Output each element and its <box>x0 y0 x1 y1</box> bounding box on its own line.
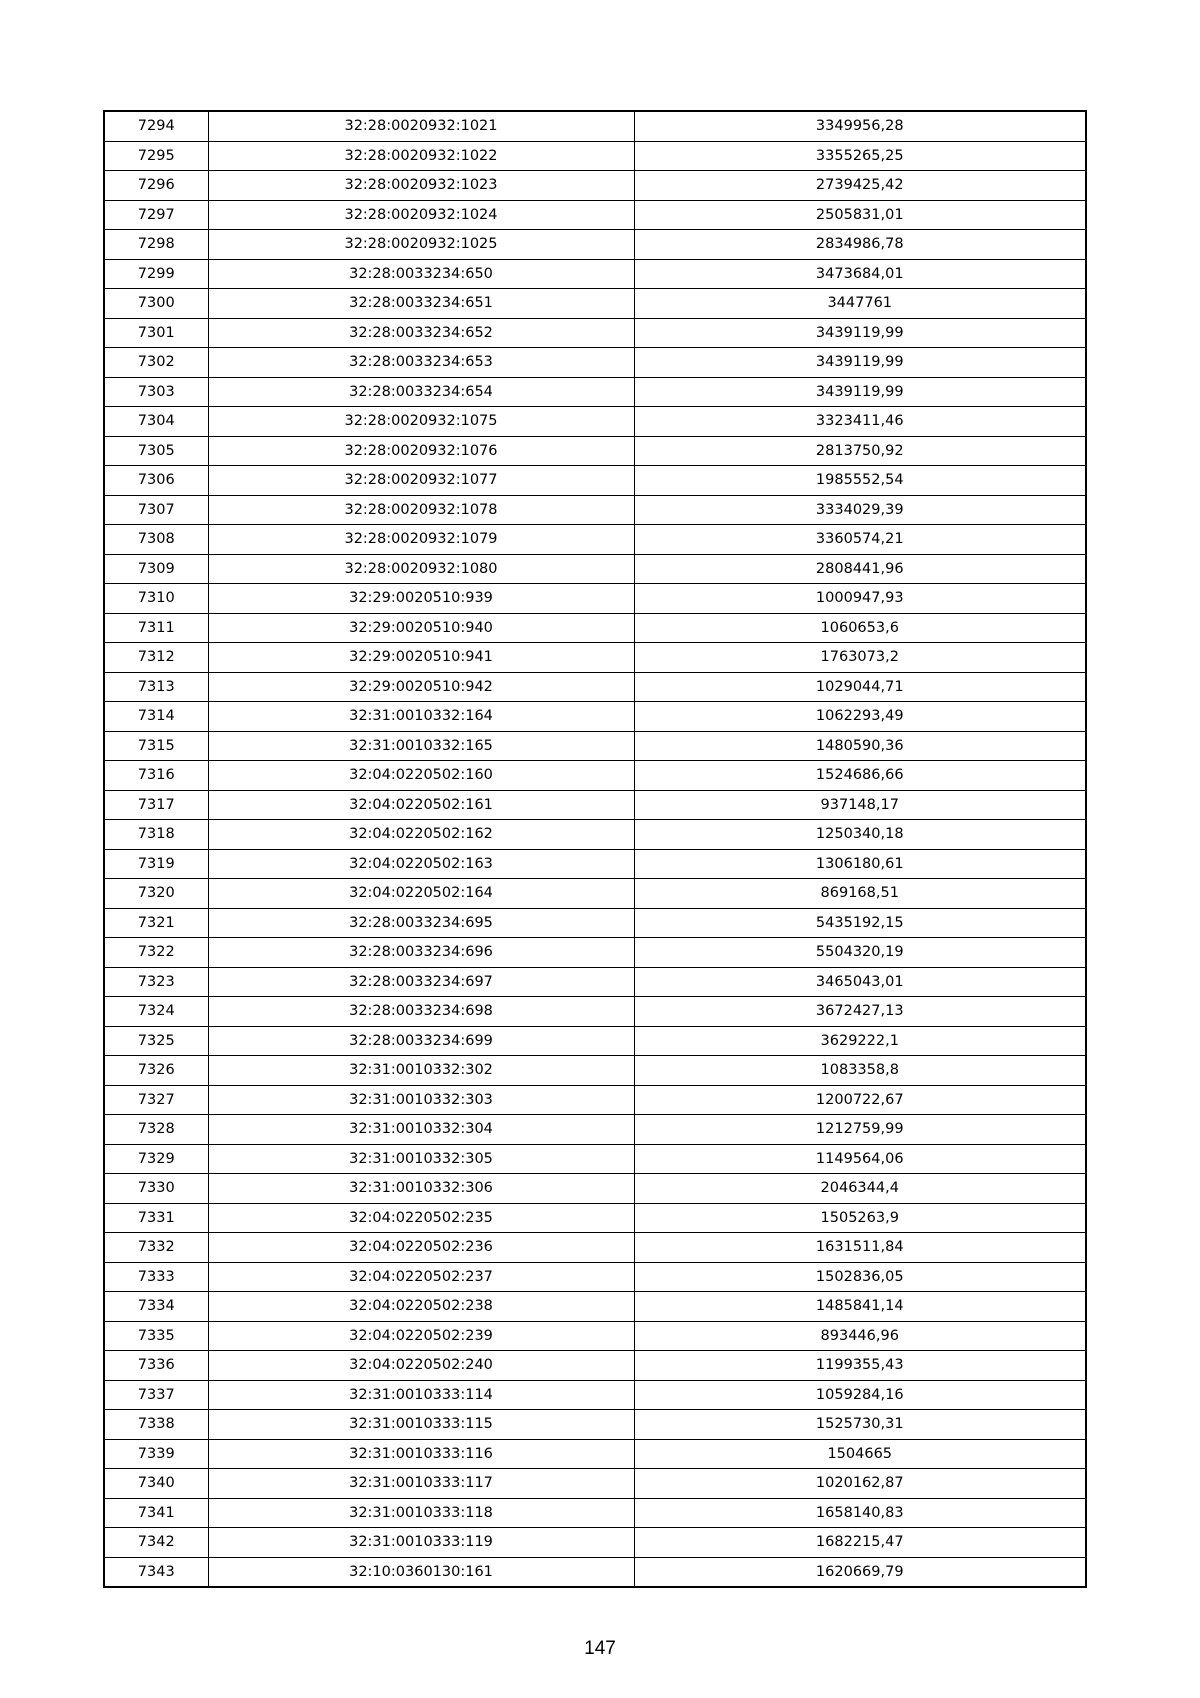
cadastral-number-cell: 32:04:0220502:238 <box>208 1292 634 1322</box>
row-number-cell: 7318 <box>104 820 208 850</box>
table-row <box>104 200 1086 230</box>
row-number-cell: 7337 <box>104 1380 208 1410</box>
cadastral-number-cell: 32:10:0360130:161 <box>208 1557 634 1587</box>
cadastral-number-cell: 32:28:0020932:1078 <box>208 495 634 525</box>
row-number-cell: 7304 <box>104 407 208 437</box>
value-cell: 3473684,01 <box>634 259 1086 289</box>
value-cell: 893446,96 <box>634 1321 1086 1351</box>
row-number-cell: 7321 <box>104 908 208 938</box>
value-cell: 3439119,99 <box>634 318 1086 348</box>
value-cell: 1525730,31 <box>634 1410 1086 1440</box>
row-number-cell: 7322 <box>104 938 208 968</box>
value-cell: 3334029,39 <box>634 495 1086 525</box>
table-row <box>104 584 1086 614</box>
table-row <box>104 613 1086 643</box>
cadastral-number-cell: 32:28:0033234:652 <box>208 318 634 348</box>
cadastral-number-cell: 32:28:0033234:697 <box>208 967 634 997</box>
value-cell: 2834986,78 <box>634 230 1086 260</box>
table-row <box>104 318 1086 348</box>
cadastral-number-cell: 32:31:0010332:165 <box>208 731 634 761</box>
table-row <box>104 348 1086 378</box>
table-row <box>104 790 1086 820</box>
table-row <box>104 1410 1086 1440</box>
cadastral-number-cell: 32:31:0010332:306 <box>208 1174 634 1204</box>
table-row <box>104 643 1086 673</box>
cadastral-number-cell: 32:04:0220502:161 <box>208 790 634 820</box>
table-row <box>104 259 1086 289</box>
value-cell: 1200722,67 <box>634 1085 1086 1115</box>
table-row <box>104 1115 1086 1145</box>
table-row <box>104 672 1086 702</box>
value-cell: 1485841,14 <box>634 1292 1086 1322</box>
table-row <box>104 466 1086 496</box>
value-cell: 1060653,6 <box>634 613 1086 643</box>
cadastral-number-cell: 32:31:0010333:115 <box>208 1410 634 1440</box>
cadastral-number-cell: 32:31:0010333:116 <box>208 1439 634 1469</box>
cadastral-number-cell: 32:31:0010332:164 <box>208 702 634 732</box>
table-row <box>104 171 1086 201</box>
row-number-cell: 7330 <box>104 1174 208 1204</box>
cadastral-value-table <box>103 110 1087 1588</box>
value-cell: 869168,51 <box>634 879 1086 909</box>
cadastral-number-cell: 32:31:0010332:304 <box>208 1115 634 1145</box>
row-number-cell: 7298 <box>104 230 208 260</box>
cadastral-number-cell: 32:28:0020932:1080 <box>208 554 634 584</box>
row-number-cell: 7301 <box>104 318 208 348</box>
cadastral-number-cell: 32:04:0220502:239 <box>208 1321 634 1351</box>
table-row <box>104 938 1086 968</box>
table-row <box>104 1174 1086 1204</box>
cadastral-number-cell: 32:04:0220502:164 <box>208 879 634 909</box>
table-row <box>104 230 1086 260</box>
row-number-cell: 7314 <box>104 702 208 732</box>
cadastral-number-cell: 32:31:0010333:114 <box>208 1380 634 1410</box>
value-cell: 2046344,4 <box>634 1174 1086 1204</box>
table-row <box>104 1203 1086 1233</box>
cadastral-number-cell: 32:28:0020932:1079 <box>208 525 634 555</box>
row-number-cell: 7294 <box>104 111 208 141</box>
row-number-cell: 7296 <box>104 171 208 201</box>
row-number-cell: 7303 <box>104 377 208 407</box>
cadastral-number-cell: 32:28:0020932:1023 <box>208 171 634 201</box>
page-number: 147 <box>584 1638 616 1659</box>
value-cell: 1620669,79 <box>634 1557 1086 1587</box>
table-row <box>104 761 1086 791</box>
value-cell: 1306180,61 <box>634 849 1086 879</box>
table-row <box>104 1056 1086 1086</box>
cadastral-number-cell: 32:28:0020932:1025 <box>208 230 634 260</box>
value-cell: 2813750,92 <box>634 436 1086 466</box>
cadastral-number-cell: 32:28:0033234:650 <box>208 259 634 289</box>
row-number-cell: 7317 <box>104 790 208 820</box>
cadastral-number-cell: 32:04:0220502:162 <box>208 820 634 850</box>
value-cell: 1763073,2 <box>634 643 1086 673</box>
value-cell: 3447761 <box>634 289 1086 319</box>
row-number-cell: 7334 <box>104 1292 208 1322</box>
row-number-cell: 7335 <box>104 1321 208 1351</box>
row-number-cell: 7302 <box>104 348 208 378</box>
row-number-cell: 7338 <box>104 1410 208 1440</box>
row-number-cell: 7313 <box>104 672 208 702</box>
value-cell: 3439119,99 <box>634 377 1086 407</box>
table-row <box>104 849 1086 879</box>
value-cell: 5504320,19 <box>634 938 1086 968</box>
cadastral-number-cell: 32:28:0020932:1077 <box>208 466 634 496</box>
table-row <box>104 407 1086 437</box>
table-row <box>104 1469 1086 1499</box>
table-row <box>104 111 1086 141</box>
cadastral-number-cell: 32:04:0220502:163 <box>208 849 634 879</box>
row-number-cell: 7315 <box>104 731 208 761</box>
value-cell: 937148,17 <box>634 790 1086 820</box>
value-cell: 1524686,66 <box>634 761 1086 791</box>
row-number-cell: 7342 <box>104 1528 208 1558</box>
value-cell: 1505263,9 <box>634 1203 1086 1233</box>
table-row <box>104 1528 1086 1558</box>
value-cell: 3672427,13 <box>634 997 1086 1027</box>
row-number-cell: 7311 <box>104 613 208 643</box>
cadastral-number-cell: 32:28:0020932:1076 <box>208 436 634 466</box>
value-cell: 3323411,46 <box>634 407 1086 437</box>
cadastral-number-cell: 32:28:0020932:1022 <box>208 141 634 171</box>
table-row <box>104 1262 1086 1292</box>
row-number-cell: 7326 <box>104 1056 208 1086</box>
row-number-cell: 7331 <box>104 1203 208 1233</box>
table-row <box>104 525 1086 555</box>
row-number-cell: 7333 <box>104 1262 208 1292</box>
row-number-cell: 7323 <box>104 967 208 997</box>
table-row <box>104 1380 1086 1410</box>
value-cell: 1502836,05 <box>634 1262 1086 1292</box>
table-row <box>104 702 1086 732</box>
value-cell: 1000947,93 <box>634 584 1086 614</box>
table-row <box>104 731 1086 761</box>
row-number-cell: 7308 <box>104 525 208 555</box>
value-cell: 1149564,06 <box>634 1144 1086 1174</box>
table-row <box>104 554 1086 584</box>
value-cell: 3355265,25 <box>634 141 1086 171</box>
table-row <box>104 908 1086 938</box>
table-row <box>104 1026 1086 1056</box>
row-number-cell: 7297 <box>104 200 208 230</box>
table-row <box>104 1351 1086 1381</box>
table-body <box>104 111 1086 1587</box>
cadastral-number-cell: 32:28:0033234:699 <box>208 1026 634 1056</box>
value-cell: 1682215,47 <box>634 1528 1086 1558</box>
row-number-cell: 7309 <box>104 554 208 584</box>
value-cell: 1631511,84 <box>634 1233 1086 1263</box>
row-number-cell: 7340 <box>104 1469 208 1499</box>
row-number-cell: 7307 <box>104 495 208 525</box>
cadastral-number-cell: 32:28:0033234:695 <box>208 908 634 938</box>
row-number-cell: 7320 <box>104 879 208 909</box>
table-row <box>104 141 1086 171</box>
cadastral-number-cell: 32:31:0010332:305 <box>208 1144 634 1174</box>
value-cell: 1504665 <box>634 1439 1086 1469</box>
row-number-cell: 7299 <box>104 259 208 289</box>
table-row <box>104 1292 1086 1322</box>
row-number-cell: 7300 <box>104 289 208 319</box>
row-number-cell: 7336 <box>104 1351 208 1381</box>
row-number-cell: 7310 <box>104 584 208 614</box>
row-number-cell: 7319 <box>104 849 208 879</box>
cadastral-number-cell: 32:28:0033234:653 <box>208 348 634 378</box>
row-number-cell: 7305 <box>104 436 208 466</box>
cadastral-number-cell: 32:29:0020510:939 <box>208 584 634 614</box>
value-cell: 3465043,01 <box>634 967 1086 997</box>
row-number-cell: 7312 <box>104 643 208 673</box>
table-row <box>104 1498 1086 1528</box>
value-cell: 1199355,43 <box>634 1351 1086 1381</box>
table-row <box>104 1557 1086 1587</box>
value-cell: 3439119,99 <box>634 348 1086 378</box>
value-cell: 1029044,71 <box>634 672 1086 702</box>
cadastral-number-cell: 32:31:0010333:118 <box>208 1498 634 1528</box>
table-row <box>104 1233 1086 1263</box>
cadastral-number-cell: 32:28:0033234:696 <box>208 938 634 968</box>
value-cell: 3360574,21 <box>634 525 1086 555</box>
table-row <box>104 1144 1086 1174</box>
table-row <box>104 495 1086 525</box>
row-number-cell: 7295 <box>104 141 208 171</box>
table-row <box>104 289 1086 319</box>
cadastral-number-cell: 32:04:0220502:240 <box>208 1351 634 1381</box>
table-row <box>104 879 1086 909</box>
cadastral-number-cell: 32:04:0220502:237 <box>208 1262 634 1292</box>
value-cell: 1062293,49 <box>634 702 1086 732</box>
value-cell: 1658140,83 <box>634 1498 1086 1528</box>
cadastral-number-cell: 32:29:0020510:940 <box>208 613 634 643</box>
value-cell: 1480590,36 <box>634 731 1086 761</box>
table-row <box>104 1321 1086 1351</box>
cadastral-number-cell: 32:28:0033234:651 <box>208 289 634 319</box>
table-row <box>104 820 1086 850</box>
row-number-cell: 7343 <box>104 1557 208 1587</box>
value-cell: 1250340,18 <box>634 820 1086 850</box>
cadastral-number-cell: 32:31:0010333:119 <box>208 1528 634 1558</box>
cadastral-number-cell: 32:04:0220502:235 <box>208 1203 634 1233</box>
table-row <box>104 436 1086 466</box>
row-number-cell: 7332 <box>104 1233 208 1263</box>
table-row <box>104 967 1086 997</box>
cadastral-number-cell: 32:31:0010333:117 <box>208 1469 634 1499</box>
value-cell: 3349956,28 <box>634 111 1086 141</box>
row-number-cell: 7341 <box>104 1498 208 1528</box>
value-cell: 1020162,87 <box>634 1469 1086 1499</box>
table-row <box>104 1439 1086 1469</box>
cadastral-number-cell: 32:28:0020932:1021 <box>208 111 634 141</box>
value-cell: 1212759,99 <box>634 1115 1086 1145</box>
row-number-cell: 7324 <box>104 997 208 1027</box>
row-number-cell: 7339 <box>104 1439 208 1469</box>
row-number-cell: 7316 <box>104 761 208 791</box>
value-cell: 1985552,54 <box>634 466 1086 496</box>
cadastral-number-cell: 32:31:0010332:303 <box>208 1085 634 1115</box>
cadastral-number-cell: 32:28:0033234:698 <box>208 997 634 1027</box>
row-number-cell: 7306 <box>104 466 208 496</box>
row-number-cell: 7329 <box>104 1144 208 1174</box>
value-cell: 2739425,42 <box>634 171 1086 201</box>
cadastral-number-cell: 32:28:0020932:1024 <box>208 200 634 230</box>
row-number-cell: 7325 <box>104 1026 208 1056</box>
cadastral-number-cell: 32:28:0020932:1075 <box>208 407 634 437</box>
value-cell: 2808441,96 <box>634 554 1086 584</box>
table-row <box>104 377 1086 407</box>
table-row <box>104 997 1086 1027</box>
row-number-cell: 7328 <box>104 1115 208 1145</box>
cadastral-number-cell: 32:04:0220502:236 <box>208 1233 634 1263</box>
table-row <box>104 1085 1086 1115</box>
row-number-cell: 7327 <box>104 1085 208 1115</box>
value-cell: 3629222,1 <box>634 1026 1086 1056</box>
value-cell: 1059284,16 <box>634 1380 1086 1410</box>
cadastral-number-cell: 32:31:0010332:302 <box>208 1056 634 1086</box>
cadastral-number-cell: 32:28:0033234:654 <box>208 377 634 407</box>
cadastral-number-cell: 32:29:0020510:941 <box>208 643 634 673</box>
cadastral-number-cell: 32:29:0020510:942 <box>208 672 634 702</box>
value-cell: 2505831,01 <box>634 200 1086 230</box>
cadastral-number-cell: 32:04:0220502:160 <box>208 761 634 791</box>
value-cell: 5435192,15 <box>634 908 1086 938</box>
value-cell: 1083358,8 <box>634 1056 1086 1086</box>
